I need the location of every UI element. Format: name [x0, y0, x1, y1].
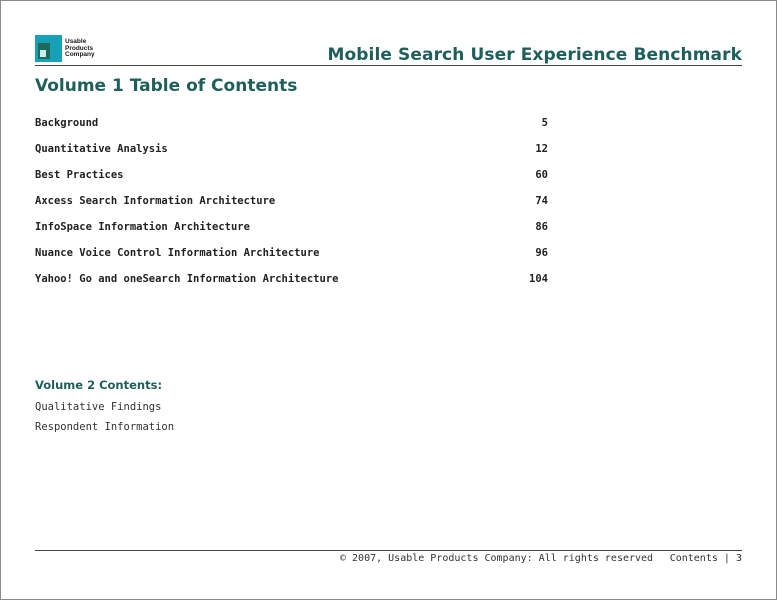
toc-entry-title: Yahoo! Go and oneSearch Information Architecture: [35, 273, 339, 285]
toc-entry[interactable]: [35, 266, 548, 292]
volume2-item: Qualitative Findings: [35, 401, 162, 413]
toc-entry[interactable]: [35, 110, 548, 136]
toc-entry-page: 60: [535, 169, 548, 181]
toc-entry-title: InfoSpace Information Architecture: [35, 221, 250, 233]
toc-heading: Volume 1 Table of Contents: [35, 76, 298, 96]
volume2-item: Respondent Information: [35, 421, 175, 433]
toc-entry[interactable]: [35, 240, 548, 266]
footer-page-number: 3: [735, 553, 742, 564]
toc-entry-page: 12: [535, 143, 548, 155]
header-divider: [35, 65, 742, 66]
toc-entry-title: Best Practices: [35, 169, 124, 181]
toc-entry[interactable]: [35, 162, 548, 188]
company-logo: [35, 35, 95, 62]
logo-line: Usable: [65, 38, 87, 45]
volume2-section: [35, 378, 174, 437]
document-title: Mobile Search User Experience Benchmark: [327, 45, 742, 65]
toc-entry[interactable]: [35, 136, 548, 162]
toc-entry-title: Nuance Voice Control Information Architecture: [35, 247, 320, 259]
footer-page-info: [670, 553, 742, 564]
logo-mark-icon: [35, 35, 62, 62]
volume2-heading: Volume 2 Contents:: [35, 378, 163, 392]
toc-entry-page: 86: [535, 221, 548, 233]
logo-line: Products: [65, 44, 94, 52]
footer-copyright: © 2007, Usable Products Company: All rights reserved: [340, 553, 654, 564]
toc-entry-page: 96: [535, 247, 548, 259]
toc-entry-title: Quantitative Analysis: [35, 143, 168, 155]
toc-entry-page: 104: [529, 273, 548, 285]
toc-entry[interactable]: [35, 214, 548, 240]
logo-wordmark: [65, 39, 95, 59]
toc-entry-title: Axcess Search Information Architecture: [35, 195, 276, 207]
footer-divider: [35, 550, 742, 551]
toc-list: [35, 110, 548, 292]
toc-entry-title: Background: [35, 117, 99, 129]
toc-entry-page: 74: [535, 195, 548, 207]
footer-section: Contents: [669, 553, 718, 564]
toc-entry-page: 5: [541, 117, 548, 129]
footer-separator: |: [723, 553, 730, 564]
toc-entry[interactable]: [35, 188, 548, 214]
logo-line: Company: [65, 51, 95, 58]
